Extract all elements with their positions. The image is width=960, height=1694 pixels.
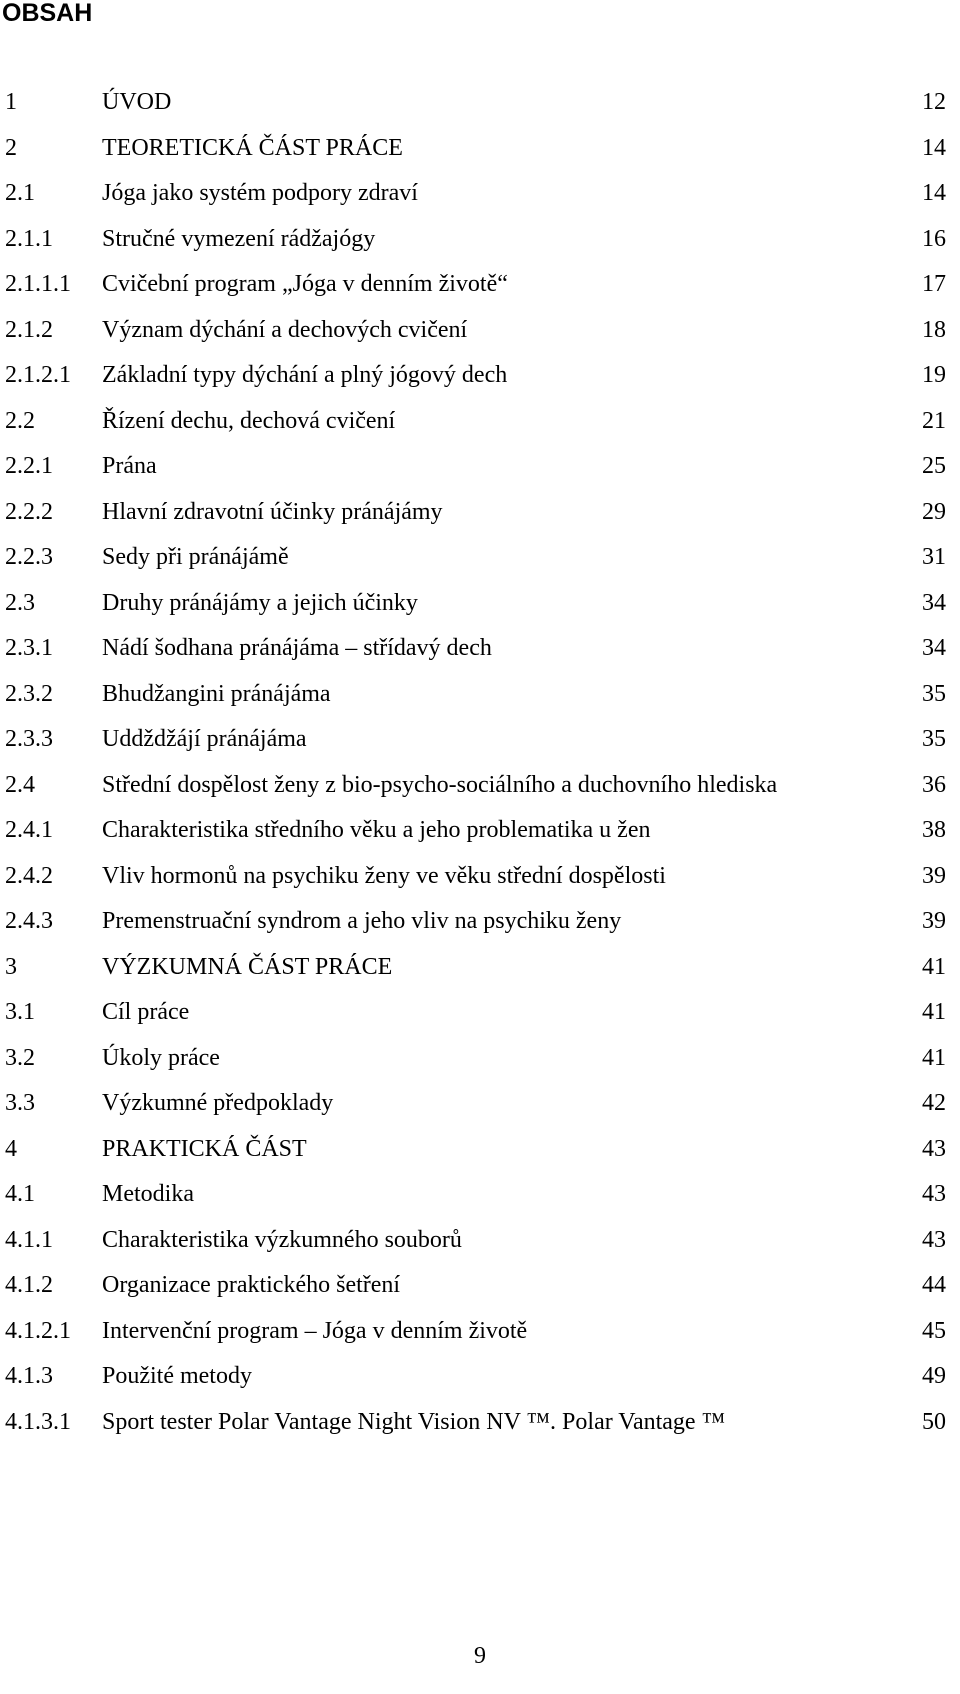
toc-entry bbox=[0, 1360, 960, 1406]
toc-entry-number: 4 bbox=[5, 1135, 17, 1162]
toc-entry-title: Řízení dechu, dechová cvičení bbox=[102, 407, 396, 434]
toc-entry-title: VÝZKUMNÁ ČÁST PRÁCE bbox=[102, 953, 393, 980]
toc-entry bbox=[0, 951, 960, 997]
toc-entry-number: 2.1.2.1 bbox=[5, 362, 71, 388]
toc-entry-page: 16 bbox=[922, 225, 946, 252]
toc-entry bbox=[0, 496, 960, 542]
toc-entry-number: 2.2.3 bbox=[5, 544, 53, 570]
toc-entry bbox=[0, 1087, 960, 1133]
toc-entry bbox=[0, 1406, 960, 1452]
toc-entry-number: 2.3.1 bbox=[5, 635, 53, 661]
toc-entry bbox=[0, 905, 960, 951]
toc-entry bbox=[0, 177, 960, 223]
toc-entry bbox=[0, 1224, 960, 1270]
toc-entry-title: Sedy při pránájámě bbox=[102, 544, 289, 570]
toc-entry-number: 2.4.1 bbox=[5, 817, 53, 843]
toc-entry bbox=[0, 860, 960, 906]
toc-entry bbox=[0, 587, 960, 633]
toc-entry-number: 2.3.3 bbox=[5, 726, 53, 752]
toc-entry-page: 18 bbox=[922, 316, 946, 343]
toc-entry-page: 29 bbox=[922, 498, 946, 525]
toc-entry bbox=[0, 86, 960, 132]
toc-entry-page: 35 bbox=[922, 680, 946, 707]
toc-entry-number: 2.1.1.1 bbox=[5, 271, 71, 297]
toc-entry-number: 2.3 bbox=[5, 589, 35, 616]
toc-entry-title: Druhy pránájámy a jejich účinky bbox=[102, 589, 418, 616]
toc-entry-number: 2.1.2 bbox=[5, 316, 53, 343]
toc-entry-page: 36 bbox=[922, 771, 946, 798]
toc-entry bbox=[0, 223, 960, 269]
toc-entry-title: Charakteristika výzkumného souborů bbox=[102, 1226, 462, 1253]
page-title: OBSAH bbox=[2, 0, 93, 27]
toc-entry bbox=[0, 268, 960, 314]
toc-entry-title: Prána bbox=[102, 453, 157, 479]
toc-entry-title: Střední dospělost ženy z bio-psycho-sociálního a duchovního hlediska bbox=[102, 771, 778, 798]
toc-entry bbox=[0, 541, 960, 587]
toc-entry-page: 49 bbox=[922, 1363, 946, 1389]
toc-entry-page: 41 bbox=[922, 999, 946, 1025]
toc-entry-number: 3.3 bbox=[5, 1090, 35, 1116]
toc-entry-page: 43 bbox=[922, 1181, 946, 1207]
toc-entry-title: Cíl práce bbox=[102, 999, 190, 1025]
toc-entry-title: Vliv hormonů na psychiku ženy ve věku střední dospělosti bbox=[102, 862, 666, 889]
toc-entry-number: 3.2 bbox=[5, 1044, 35, 1071]
toc-entry-number: 2.1 bbox=[5, 180, 35, 206]
toc-entry bbox=[0, 678, 960, 724]
toc-entry-number: 4.1.3 bbox=[5, 1363, 53, 1389]
toc-entry-title: TEORETICKÁ ČÁST PRÁCE bbox=[102, 134, 403, 161]
toc-entry-title: Nádí šodhana pránájáma – střídavý dech bbox=[102, 635, 492, 661]
toc-entry-title: Základní typy dýchání a plný jógový dech bbox=[102, 362, 508, 388]
toc-entry-title: Význam dýchání a dechových cvičení bbox=[102, 316, 468, 343]
toc-entry-title: Úkoly práce bbox=[102, 1044, 220, 1071]
toc-entry-title: Premenstruační syndrom a jeho vliv na psychiku ženy bbox=[102, 908, 622, 934]
toc-entry-page: 14 bbox=[922, 180, 946, 206]
toc-entry-number: 4.1 bbox=[5, 1181, 35, 1207]
toc-entry-number: 2.4.2 bbox=[5, 862, 53, 889]
toc-entry-title: Stručné vymezení rádžajógy bbox=[102, 225, 376, 252]
toc-entry-title: Bhudžangini pránájáma bbox=[102, 680, 331, 707]
toc-entry bbox=[0, 996, 960, 1042]
toc-entry bbox=[0, 723, 960, 769]
toc-entry-page: 41 bbox=[922, 953, 946, 980]
toc-entry-page: 50 bbox=[922, 1408, 946, 1435]
toc-entry-number: 4.1.2.1 bbox=[5, 1317, 71, 1344]
toc-entry-page: 17 bbox=[922, 271, 946, 297]
toc-entry-number: 4.1.3.1 bbox=[5, 1408, 71, 1435]
toc-entry bbox=[0, 1178, 960, 1224]
toc-entry-number: 2 bbox=[5, 134, 17, 161]
toc-entry-page: 38 bbox=[922, 817, 946, 843]
toc-entry-title: Výzkumné předpoklady bbox=[102, 1090, 334, 1116]
toc-entry-number: 3 bbox=[5, 953, 17, 980]
toc-entry bbox=[0, 1042, 960, 1088]
toc-entry bbox=[0, 1315, 960, 1361]
toc-entry-title: Intervenční program – Jóga v denním životě bbox=[102, 1317, 528, 1344]
toc-entry-number: 2.4.3 bbox=[5, 908, 53, 934]
toc-entry bbox=[0, 314, 960, 360]
toc-entry-page: 34 bbox=[922, 589, 946, 616]
toc-entry bbox=[0, 450, 960, 496]
toc-entry-number: 2.2 bbox=[5, 407, 35, 434]
toc-entry-title: Hlavní zdravotní účinky pránájámy bbox=[102, 498, 443, 525]
toc-entry-page: 43 bbox=[922, 1226, 946, 1253]
toc-entry-page: 34 bbox=[922, 635, 946, 661]
toc-entry-page: 35 bbox=[922, 726, 946, 752]
toc-entry-page: 25 bbox=[922, 453, 946, 479]
toc-entry-number: 4.1.2 bbox=[5, 1272, 53, 1298]
toc-entry-title: Jóga jako systém podpory zdraví bbox=[102, 180, 418, 206]
toc-entry-page: 39 bbox=[922, 908, 946, 934]
toc-entry bbox=[0, 632, 960, 678]
toc-entry-page: 19 bbox=[922, 362, 946, 388]
toc-entry-title: Charakteristika středního věku a jeho problematika u žen bbox=[102, 817, 651, 843]
toc-entry-title: Použité metody bbox=[102, 1363, 252, 1389]
toc-entry-page: 44 bbox=[922, 1272, 946, 1298]
table-of-contents bbox=[0, 86, 960, 1451]
page-number: 9 bbox=[474, 1643, 486, 1669]
toc-entry-number: 2.2.1 bbox=[5, 453, 53, 479]
toc-entry bbox=[0, 132, 960, 178]
toc-entry-title: Organizace praktického šetření bbox=[102, 1272, 401, 1298]
toc-entry-page: 42 bbox=[922, 1090, 946, 1116]
toc-entry-title: Metodika bbox=[102, 1181, 194, 1207]
toc-entry-page: 45 bbox=[922, 1317, 946, 1344]
toc-entry-number: 2.4 bbox=[5, 771, 35, 798]
toc-entry-number: 3.1 bbox=[5, 999, 35, 1025]
toc-entry-title: Sport tester Polar Vantage Night Vision NV ™. Polar Vantage ™ bbox=[102, 1408, 726, 1435]
toc-entry-number: 2.3.2 bbox=[5, 680, 53, 707]
toc-entry-title: ÚVOD bbox=[102, 89, 172, 115]
toc-entry-title: Cvičební program „Jóga v denním životě“ bbox=[102, 271, 508, 297]
toc-entry bbox=[0, 814, 960, 860]
toc-entry-page: 43 bbox=[922, 1135, 946, 1162]
toc-entry bbox=[0, 359, 960, 405]
toc-entry-number: 2.1.1 bbox=[5, 225, 53, 252]
toc-entry-page: 31 bbox=[922, 544, 946, 570]
toc-entry-page: 21 bbox=[922, 407, 946, 434]
toc-entry bbox=[0, 769, 960, 815]
toc-entry-page: 14 bbox=[922, 134, 946, 161]
toc-entry-number: 2.2.2 bbox=[5, 498, 53, 525]
toc-entry bbox=[0, 1269, 960, 1315]
toc-entry-number: 1 bbox=[5, 89, 17, 115]
toc-entry-title: Uddždžájí pránájáma bbox=[102, 726, 307, 752]
toc-entry bbox=[0, 1133, 960, 1179]
toc-entry-page: 12 bbox=[922, 89, 946, 115]
toc-entry bbox=[0, 405, 960, 451]
toc-entry-number: 4.1.1 bbox=[5, 1226, 53, 1253]
toc-entry-title: PRAKTICKÁ ČÁST bbox=[102, 1135, 307, 1162]
toc-entry-page: 39 bbox=[922, 862, 946, 889]
toc-entry-page: 41 bbox=[922, 1044, 946, 1071]
